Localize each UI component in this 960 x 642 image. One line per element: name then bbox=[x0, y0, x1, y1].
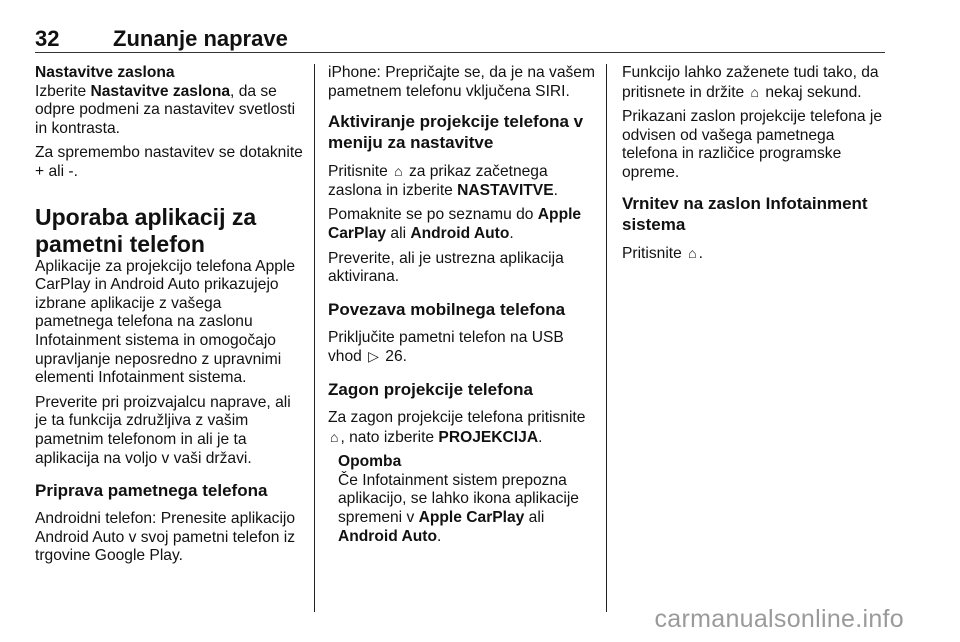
paragraph: Androidni telefon: Prenesite aplikacijo Android Auto v svoj pametni telefon iz trgovine Google Play. bbox=[35, 510, 296, 565]
heading-display-settings: Nastavitve zaslona bbox=[35, 64, 175, 81]
subsection-heading: Povezava mobilnega telefona bbox=[328, 299, 566, 319]
section-heading: Uporaba aplikacij za pametni telefon bbox=[35, 203, 257, 257]
reference-arrow-icon[interactable]: ▷ bbox=[368, 348, 379, 365]
subsection-heading: Priprava pametnega telefona bbox=[35, 481, 268, 501]
subsection-heading: Vrnitev na zaslon Infotainment sistema bbox=[622, 193, 868, 234]
page-number: 32 bbox=[35, 26, 60, 51]
paragraph: Pomaknite se po seznamu do Apple CarPlay ali Android Auto. bbox=[328, 206, 582, 242]
paragraph: Za zagon projekcije telefona pritisnite ⌂ , nato izberite PROJEKCIJA. bbox=[328, 408, 586, 446]
page-header bbox=[35, 26, 885, 53]
note-box bbox=[338, 453, 598, 546]
subsection-heading: Zagon projekcije telefona bbox=[328, 379, 533, 399]
home-icon: ⌂ bbox=[394, 163, 403, 180]
home-icon: ⌂ bbox=[330, 428, 339, 445]
paragraph: Izberite Nastavitve zaslona, da se odpre podmeni za nastavitev svetlosti in kontrasta. bbox=[35, 82, 296, 137]
paragraph: iPhone: Prepričajte se, da je na vašem pametnem telefonu vključena SIRI. bbox=[328, 64, 595, 100]
paragraph: Priključite pametni telefon na USB vhod ▷ 26. bbox=[328, 328, 564, 366]
home-icon: ⌂ bbox=[750, 83, 760, 100]
column-right bbox=[622, 64, 890, 269]
paragraph: Pritisnite ⌂ . bbox=[622, 244, 703, 262]
paragraph: Za spremembo nastavitev se dotaknite + ali -. bbox=[35, 144, 303, 180]
subsection-heading: Aktiviranje projekcije telefona v meniju za nastavitve bbox=[328, 112, 584, 153]
column-divider bbox=[314, 64, 315, 612]
note-title: Opomba bbox=[338, 453, 402, 471]
paragraph: Preverite pri proizvajalcu naprave, ali je ta funkcija združljiva z vašim pametnim telefonom in ali je ta aplikacija na voljo v vaši državi. bbox=[35, 393, 291, 467]
column-middle bbox=[328, 64, 598, 546]
watermark: carmanualsonline.info bbox=[654, 605, 904, 633]
chapter-title: Zunanje naprave bbox=[113, 26, 288, 51]
column-left bbox=[35, 64, 303, 572]
paragraph: Prikazani zaslon projekcije telefona je odvisen od vašega pametnega telefona in različice programske opreme. bbox=[622, 108, 883, 181]
paragraph: Pritisnite ⌂ za prikaz začetnega zaslona in izberite NASTAVITVE. bbox=[328, 163, 558, 199]
column-divider bbox=[606, 64, 607, 612]
home-icon: ⌂ bbox=[688, 244, 697, 261]
note-text: Če Infotainment sistem prepozna aplikacijo, se lahko ikona aplikacije spremeni v Apple CarPlay ali Android Auto. bbox=[338, 471, 579, 545]
paragraph: Aplikacije za projekcijo telefona Apple CarPlay in Android Auto prikazujejo izbrane aplikacije z vašega pametnega telefona na zaslonu Infotainment sistema in omogočajo upravljanje neposredno z upravnimi elementi Infotainment sistema. bbox=[35, 257, 296, 387]
paragraph: Preverite, ali je ustrezna aplikacija aktivirana. bbox=[328, 249, 564, 286]
paragraph: Funkcijo lahko zaženete tudi tako, da pritisnete in držite ⌂ nekaj sekund. bbox=[622, 64, 879, 101]
